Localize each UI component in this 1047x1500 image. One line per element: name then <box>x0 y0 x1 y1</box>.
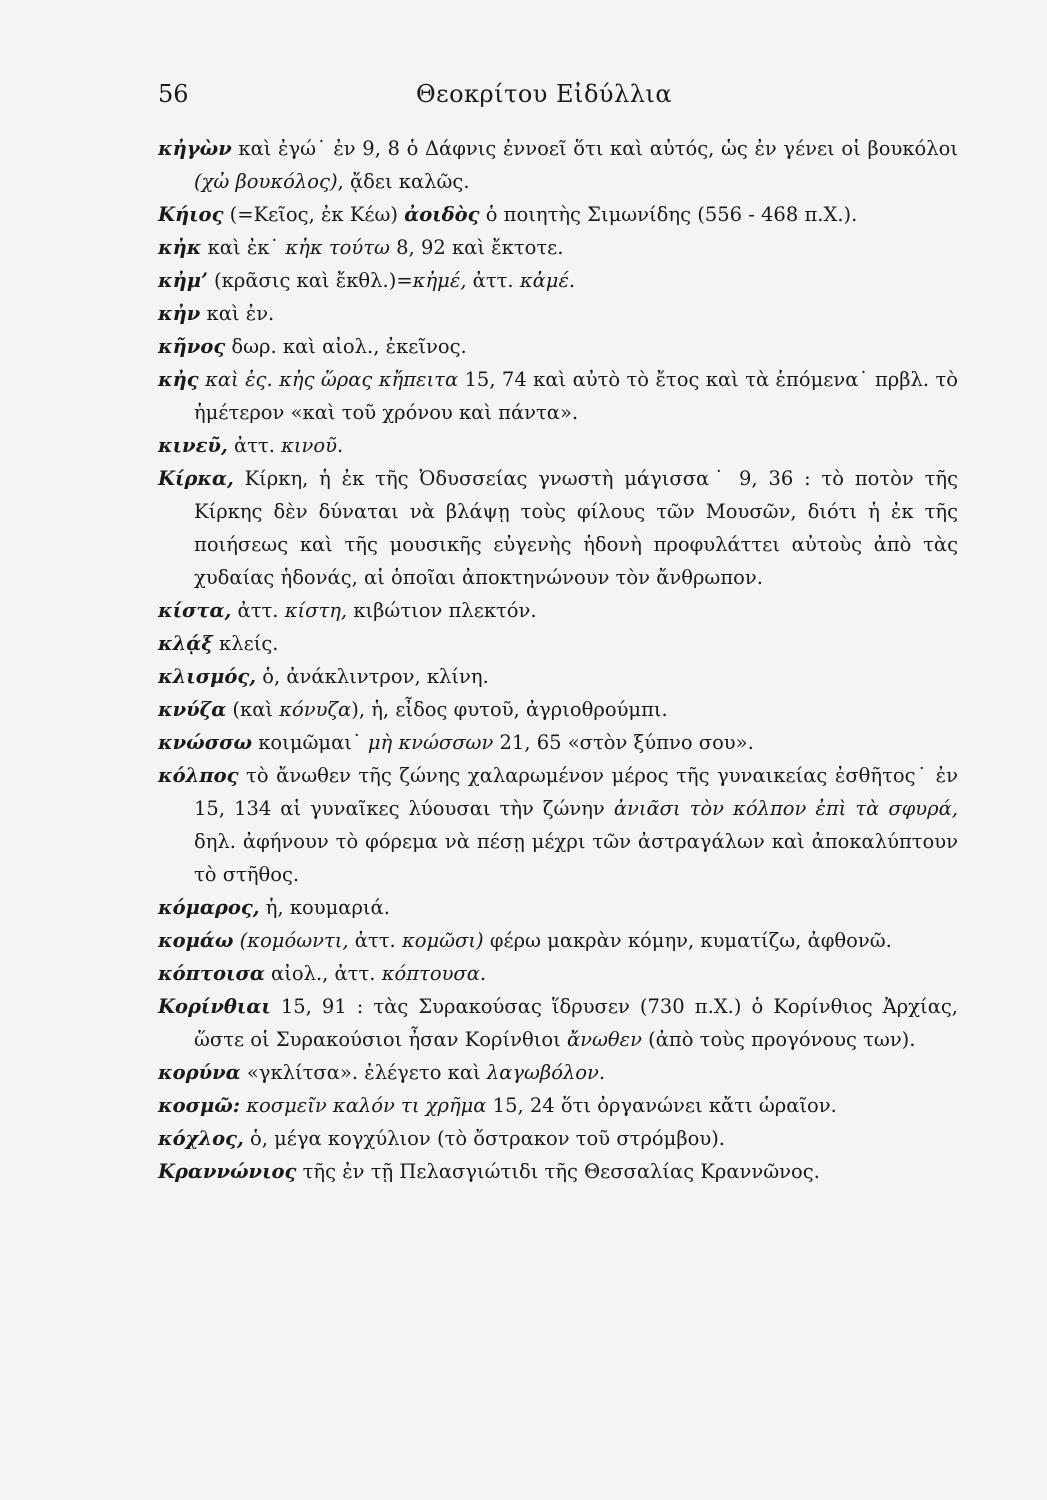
entry-text: , ᾄδει καλῶς. <box>337 170 470 193</box>
entry-text: (κρᾶσις καὶ ἔκθλ.)= <box>207 269 413 292</box>
glossary-entry <box>158 726 958 759</box>
italic-text: κινοῦ. <box>281 434 344 457</box>
headword: κομάω <box>158 929 234 952</box>
headword: κίστα, <box>158 599 232 622</box>
entry-text: κλείς. <box>212 632 279 655</box>
glossary-entry <box>158 990 958 1056</box>
italic-text: ἄνωθεν <box>566 1028 642 1051</box>
italic-text: κοσμεῖν καλόν τι χρῆμα <box>246 1094 487 1117</box>
entry-text: (=Κεῖος, ἐκ Κέω) <box>223 203 405 226</box>
italic-text: (χὠ βουκόλος) <box>194 170 338 193</box>
entry-text: κιβώτιον πλεκτόν. <box>347 599 537 622</box>
headword: κἠκ <box>158 236 202 259</box>
page-header <box>158 80 958 114</box>
entry-text: καὶ ἐκ˙ <box>201 236 286 259</box>
glossary-entry <box>158 330 958 363</box>
entry-text: ὁ, ἀνάκλιντρον, κλίνη. <box>256 665 489 688</box>
headword: κόπτοισα <box>158 962 265 985</box>
entry-text: κοιμῶμαι˙ <box>252 731 368 754</box>
entry-text: 15, 91 : τὰς Συρακούσας ἵδρυσεν (730 π.Χ.) ὁ Κορίνθιος Ἀρχίας, ὥστε οἱ Συρακούσιοι ἦσαν Κορίνθιοι <box>194 995 958 1051</box>
glossary-entry <box>158 429 958 462</box>
headword: Κήιος <box>158 203 224 226</box>
headword: κνύζα <box>158 698 227 721</box>
entry-text: ἀττ. <box>348 929 402 952</box>
entry-text: ὁ ποιητὴς Σιμωνίδης (556 - 468 π.Χ.). <box>479 203 858 226</box>
glossary-entry <box>158 1089 958 1122</box>
entry-text: (ἀπὸ τοὺς προγόνους των). <box>641 1028 916 1051</box>
headword: ἀοιδὸς <box>404 203 480 226</box>
entry-text: αἰολ., ἀττ. <box>264 962 382 985</box>
headword: κορύνα <box>158 1061 241 1084</box>
glossary-entry <box>158 132 958 198</box>
headword: Κραννώνιος <box>158 1160 297 1183</box>
headword: κινεῦ, <box>158 434 228 457</box>
italic-text: κἠμέ, <box>412 269 467 292</box>
italic-text: κἠκ τούτω <box>285 236 390 259</box>
entry-text: ἀττ. <box>231 599 285 622</box>
glossary-entry <box>158 264 958 297</box>
italic-text: μὴ κνώσσων <box>367 731 494 754</box>
entry-text: δηλ. ἀφήνουν τὸ φόρεμα νὰ πέσῃ μέχρι τῶν ἀστραγάλων καὶ ἀποκαλύπτουν τὸ στῆθος. <box>194 830 958 886</box>
entry-text: (καὶ <box>226 698 280 721</box>
headword: κοσμῶ: <box>158 1094 241 1117</box>
glossary-entry <box>158 891 958 924</box>
glossary-entry <box>158 198 958 231</box>
page-number: 56 <box>158 80 189 108</box>
italic-text: (κομόωντι, <box>239 929 349 952</box>
glossary-entry <box>158 594 958 627</box>
headword: κόλπος <box>158 764 239 787</box>
italic-text: καὶ ἐς. <box>198 368 280 391</box>
italic-text: κόπτουσα. <box>381 962 487 985</box>
entry-text: τὸ ἄνωθεν τῆς ζώνης χαλαρωμένον μέρος τῆς γυναικείας ἐσθῆτος˙ ἐν 15, 134 αἱ γυναῖκες λύουσαι τὴν ζώνην <box>194 764 958 820</box>
italic-text: λαγωβόλον. <box>486 1061 606 1084</box>
entry-text: «γκλίτσα». ἐλέγετο καὶ <box>240 1061 487 1084</box>
headword: κἠς <box>158 368 199 391</box>
entry-text: ἀττ. <box>227 434 282 457</box>
entry-text: ), ἡ, εἶδος φυτοῦ, ἀγριοθρούμπι. <box>351 698 668 721</box>
entry-text: ὁ, μέγα κογχύλιον (τὸ ὄστρακον τοῦ στρόμβου). <box>243 1127 725 1150</box>
entry-text: Κίρκη, ἡ ἐκ τῆς Ὀδυσσείας γνωστὴ μάγισσα˙ 9, 36 : τὸ ποτὸν τῆς Κίρκης δὲν δύναται νὰ βλάψῃ τοὺς φίλους τῶν Μουσῶν, διότι ἡ ἐκ τῆς ποιήσεως καὶ τῆς μουσικῆς εὐγενὴς ἡδονὴ προφυλάττει αὐτοὺς ἀπὸ τὰς χυδαίας ἡδονάς, αἱ ὁποῖαι ἀποκτηνώνουν τὸν ἄνθρωπον. <box>194 467 958 589</box>
entry-text: καὶ ἐν. <box>200 302 275 325</box>
entry-text: τῆς ἐν τῇ Πελασγιώτιδι τῆς Θεσσαλίας Κραννῶνος. <box>296 1160 820 1183</box>
entry-text: 15, 24 ὅτι ὀργανώνει κἄτι ὡραῖον. <box>486 1094 837 1117</box>
entry-text: καὶ ἐγώ˙ ἐν 9, 8 ὁ Δάφνις ἐννοεῖ ὅτι καὶ αὐτός, ὡς ἐν γένει οἱ βουκόλοι <box>231 137 958 160</box>
entry-text: ἡ, κουμαριά. <box>259 896 390 919</box>
headword: κόμαρος, <box>158 896 260 919</box>
headword: κλᾴξ <box>158 632 213 655</box>
entry-text: 21, 65 «στὸν ξύπνο σου». <box>493 731 754 754</box>
headword: κἠγὼν <box>158 137 232 160</box>
glossary-entry <box>158 363 958 429</box>
headword: κλισμός, <box>158 665 257 688</box>
italic-text: κόνυζα <box>279 698 352 721</box>
glossary-entry <box>158 627 958 660</box>
glossary-entry <box>158 693 958 726</box>
glossary-entry <box>158 297 958 330</box>
headword: κἠμ’ <box>158 269 208 292</box>
headword: Κορίνθιαι <box>158 995 271 1018</box>
entry-text: ἀττ. <box>466 269 520 292</box>
glossary-entry <box>158 1122 958 1155</box>
glossary-entry <box>158 924 958 957</box>
entry-text: 8, 92 καὶ ἔκτοτε. <box>389 236 564 259</box>
italic-text: κομῶσι) <box>401 929 484 952</box>
glossary-entry <box>158 957 958 990</box>
glossary-entries <box>158 132 958 1188</box>
italic-text: κἠς ὥρας κἤπειτα <box>279 368 459 391</box>
headword: Κίρκα, <box>158 467 234 490</box>
running-title: Θεοκρίτου Εἰδύλλια <box>416 80 673 108</box>
italic-text: ἀνιᾶσι τὸν κόλπον ἐπὶ τὰ σφυρά, <box>613 797 958 820</box>
glossary-entry <box>158 660 958 693</box>
entry-text: φέρω μακρὰν κόμην, κυματίζω, ἀφθονῶ. <box>483 929 892 952</box>
italic-text: κἀμέ. <box>519 269 576 292</box>
headword: κόχλος, <box>158 1127 244 1150</box>
headword: κἠν <box>158 302 201 325</box>
entry-text: δωρ. καὶ αἰολ., ἐκεῖνος. <box>225 335 467 358</box>
glossary-entry <box>158 1056 958 1089</box>
glossary-entry <box>158 759 958 891</box>
glossary-entry <box>158 231 958 264</box>
headword: κῆνος <box>158 335 226 358</box>
glossary-entry <box>158 462 958 594</box>
headword: κνώσσω <box>158 731 253 754</box>
glossary-entry <box>158 1155 958 1188</box>
entry-text: 15, 74 καὶ αὐτὸ τὸ ἔτος καὶ τὰ ἑπόμενα˙ πρβλ. τὸ ἡμέτερον «καὶ τοῦ χρόνου καὶ πάντα». <box>194 368 958 424</box>
italic-text: κίστη, <box>284 599 348 622</box>
